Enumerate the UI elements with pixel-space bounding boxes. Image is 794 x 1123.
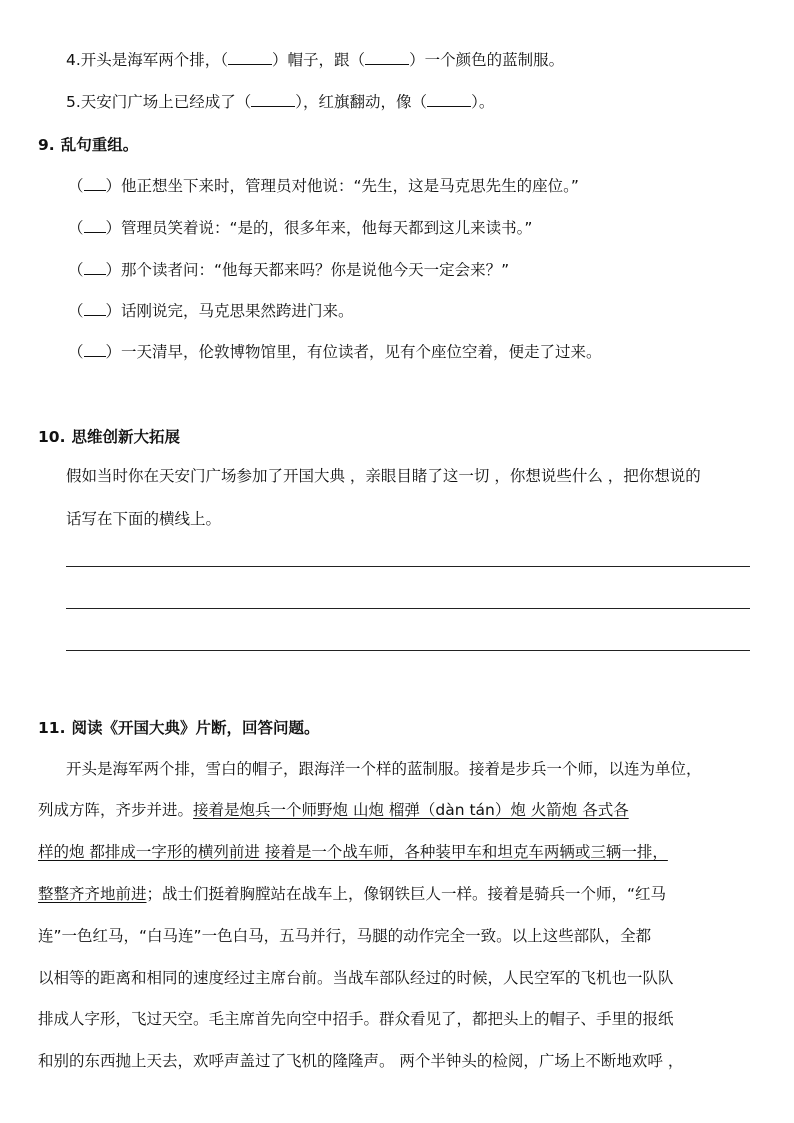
passage-text: 和别的东西抛上天去，欢呼声盖过了飞机的隆隆声。 两个半钟头的检阅，广场上不断地欢呼 ， (38, 1052, 684, 1070)
question-title: 阅读《开国大典》片断，回答问题。 (71, 719, 320, 737)
fill-item-4 (66, 49, 564, 71)
passage-line (38, 1008, 674, 1030)
fill-item-4-prefix: 4.开头是海军两个排，（ (66, 51, 229, 69)
passage-text: 开头是海军两个排，雪白的帽子，跟海洋一个样的蓝制服。接着是步兵一个师，以连为单位， (66, 760, 702, 778)
question-9-heading (38, 134, 138, 156)
paren-close: ） (105, 343, 122, 361)
writing-line[interactable] (66, 566, 750, 567)
question-10-prompt-line-2: 话写在下面的横线上。 (66, 510, 222, 528)
answer-blank[interactable] (365, 50, 409, 65)
passage-text: 以相等的距离和相同的速度经过主席台前。当战车部队经过的时候，人民空军的飞机也一队队 (38, 969, 674, 987)
question-10-prompt-line-1: 假如当时你在天安门广场参加了开国大典 ，亲眼目睹了这一切 ，你想说些什么 ，把你想说的 (66, 467, 701, 485)
passage-line (38, 799, 629, 821)
paren-open: （ (68, 261, 84, 279)
underlined-passage-text: 接着是炮兵一个师野炮 山炮 榴弹（dàn tán）炮 火箭炮 各式各 (193, 801, 629, 819)
order-blank[interactable] (84, 260, 106, 275)
answer-blank[interactable] (228, 50, 272, 65)
paren-open: （ (68, 302, 84, 320)
passage-line (38, 967, 674, 989)
passage-line (38, 883, 666, 905)
fill-item-5 (66, 91, 494, 113)
question-number: 9. (38, 136, 55, 154)
sentence-text: 话刚说完，马克思果然跨进门来。 (121, 302, 354, 320)
writing-line[interactable] (66, 650, 750, 651)
fill-item-4-mid: ）帽子，跟（ (272, 51, 366, 69)
order-blank[interactable] (84, 301, 106, 316)
passage-text: 连”一色红马，“白马连”一色白马，五马并行，马腿的动作完全一致。以上这些部队，全都 (38, 927, 652, 945)
reorder-sentence (68, 300, 354, 322)
passage-text: ；战士们挺着胸膛站在战车上，像钢铁巨人一样。接着是骑兵一个师，“红马 (146, 885, 667, 903)
order-blank[interactable] (84, 342, 106, 357)
fill-item-5-suffix: ）。 (471, 93, 495, 111)
paren-close: ） (105, 177, 122, 195)
passage-line (38, 1050, 683, 1072)
paren-open: （ (68, 343, 84, 361)
question-title: 乱句重组。 (60, 136, 139, 154)
paren-open: （ (68, 219, 84, 237)
underlined-passage-text: 整整齐齐地前进 (38, 885, 147, 903)
paren-close: ） (105, 261, 122, 279)
sentence-text: 管理员笑着说：“是的，很多年来，他每天都到这儿来读书。” (121, 219, 533, 237)
paren-close: ） (105, 219, 122, 237)
passage-line (38, 841, 668, 863)
reorder-sentence (68, 175, 579, 197)
order-blank[interactable] (84, 218, 106, 233)
paren-open: （ (68, 177, 84, 195)
fill-item-5-mid: ），红旗翻动，像（ (295, 93, 428, 111)
sentence-text: 他正想坐下来时，管理员对他说：“先生，这是马克思先生的座位。” (121, 177, 579, 195)
passage-text: 列成方阵，齐步并进。 (38, 801, 194, 819)
question-number: 11. (38, 719, 66, 737)
order-blank[interactable] (84, 176, 106, 191)
question-10-heading (38, 426, 180, 448)
passage-line (38, 925, 651, 947)
reorder-sentence (68, 259, 509, 281)
underlined-passage-text: 样的炮 都排成一字形的横列前进 接着是一个战车师，各种装甲车和坦克车两辆或三辆一排， (38, 843, 668, 861)
fill-item-4-suffix: ）一个颜色的蓝制服。 (409, 51, 565, 69)
question-number: 10. (38, 428, 66, 446)
answer-blank[interactable] (251, 92, 295, 107)
writing-line[interactable] (66, 608, 750, 609)
passage-line (66, 758, 702, 780)
sentence-text: 一天清早，伦敦博物馆里，有位读者，见有个座位空着，便走了过来。 (121, 343, 602, 361)
fill-item-5-prefix: 5.天安门广场上已经成了（ (66, 93, 252, 111)
sentence-text: 那个读者问：“他每天都来吗？你是说他今天一定会来？” (121, 261, 510, 279)
question-title: 思维创新大拓展 (71, 428, 180, 446)
answer-blank[interactable] (427, 92, 471, 107)
reorder-sentence (68, 341, 602, 363)
reorder-sentence (68, 217, 532, 239)
passage-text: 排成人字形，飞过天空。毛主席首先向空中招手。群众看见了，都把头上的帽子、手里的报纸 (38, 1010, 674, 1028)
question-11-heading (38, 717, 319, 739)
paren-close: ） (105, 302, 122, 320)
